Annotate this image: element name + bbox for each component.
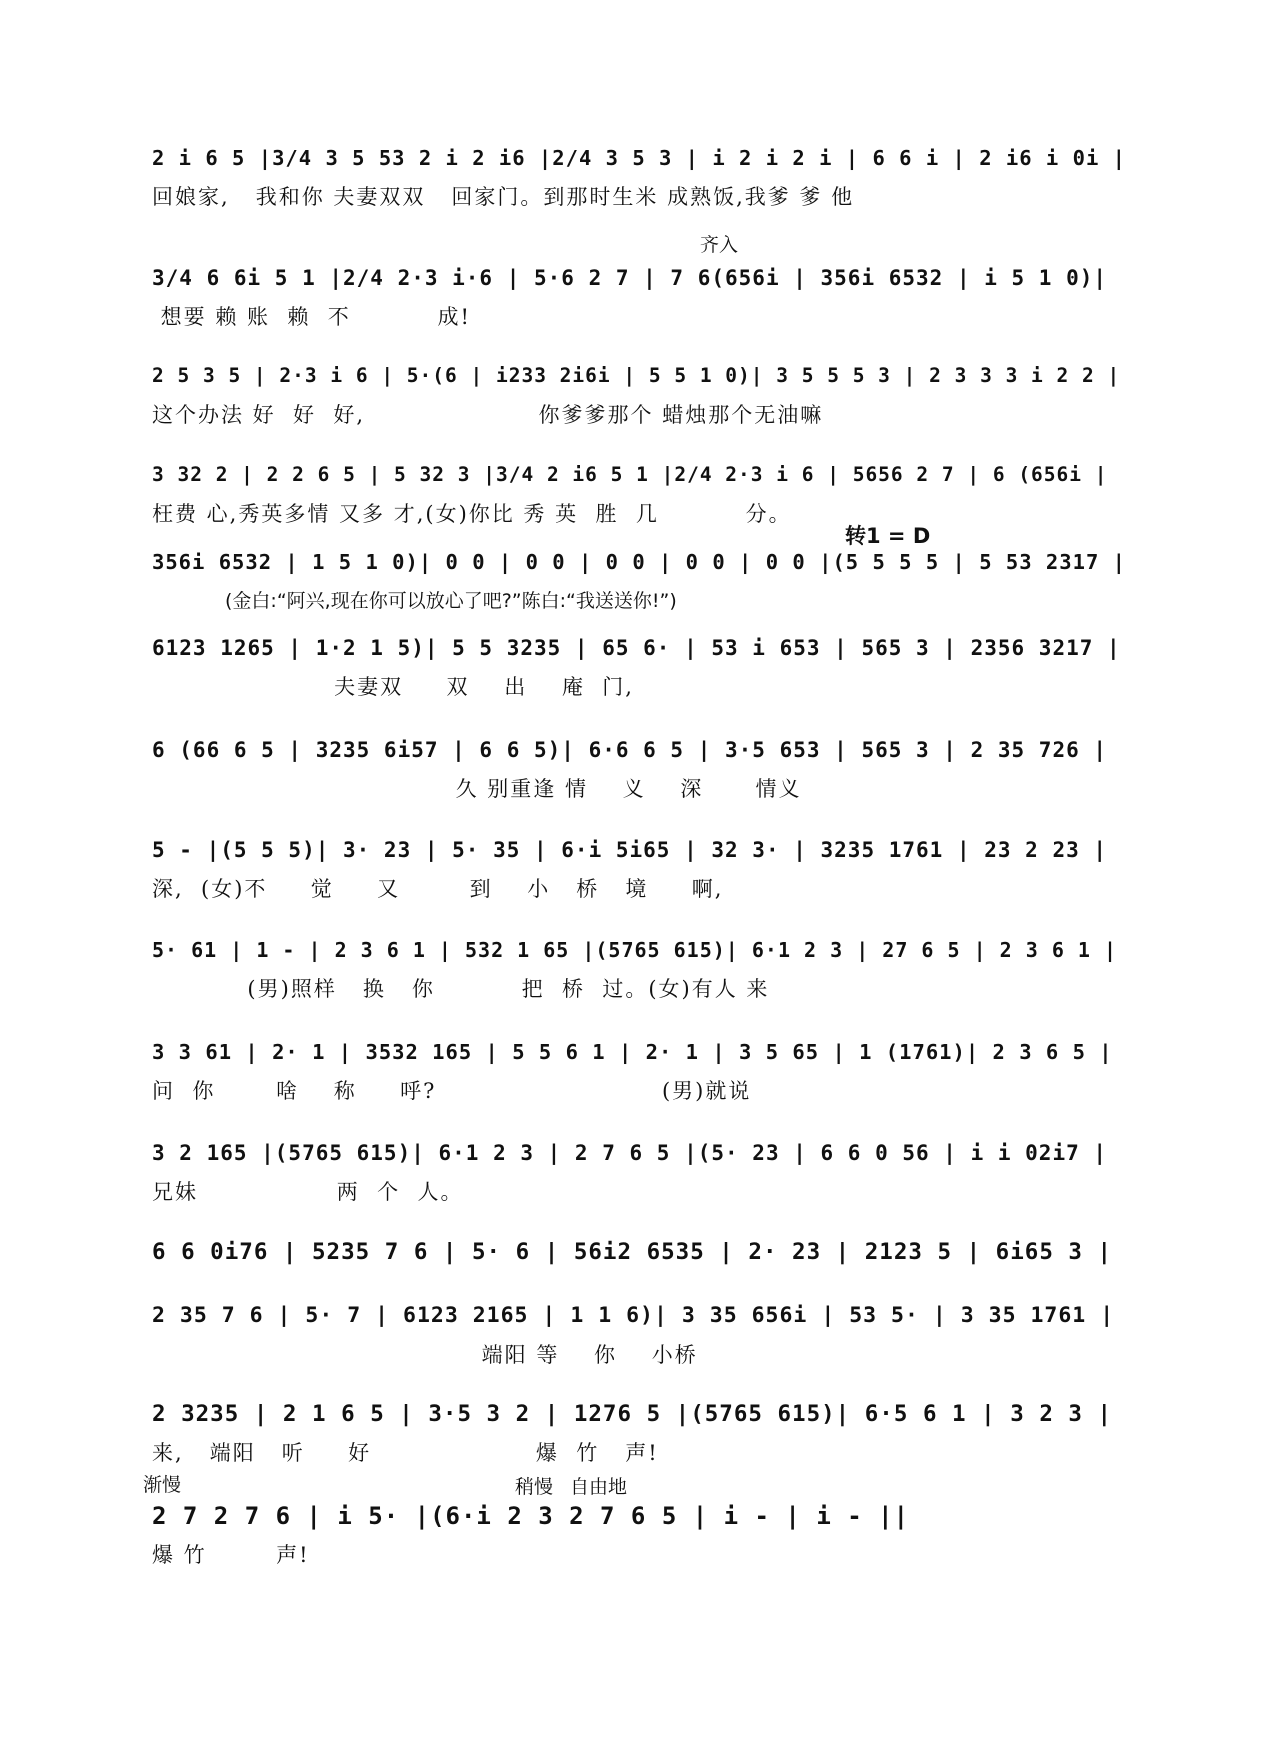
notes-line: 5· 61 | 1 - | 2 3 6 1 | 532 1 65 |(5765 615)| 6·1 2 3 | 27 6 5 | 2 3 6 1 | xyxy=(152,938,1118,962)
notes-line: 2 5 3 5 | 2·3 i 6 | 5·(6 | i233 2i6i | 5 5 1 0)| 3 5 5 5 3 | 2 3 3 3 i 2 2 | xyxy=(152,364,1121,387)
notes-line: 6 6 0i76 | 5235 7 6 | 5· 6 | 56i2 6535 | 2· 23 | 2123 5 | 6i65 3 | xyxy=(152,1239,1113,1265)
notes-line: 3 3 61 | 2· 1 | 3532 165 | 5 5 6 1 | 2· 1 | 3 5 65 | 1 (1761)| 2 3 6 5 | xyxy=(152,1040,1113,1064)
cue-jianman: 渐慢 xyxy=(143,1474,182,1496)
lyrics-line: 夫妻双 双 出 庵 门, xyxy=(152,675,634,699)
notes-line: 356i 6532 | 1 5 1 0)| 0 0 | 0 0 | 0 0 | 0 0 | 0 0 |(5 5 5 5 | 5 53 2317 | xyxy=(152,550,1126,574)
cue-modulation: 转1 = D xyxy=(845,524,931,548)
notes-line: 6123 1265 | 1·2 1 5)| 5 5 3235 | 65 6· | 53 i 653 | 565 3 | 2356 3217 | xyxy=(152,636,1121,660)
lyrics-line: 兄妹 两 个 人。 xyxy=(152,1180,464,1204)
notes-line: 3 2 165 |(5765 615)| 6·1 2 3 | 2 7 6 5 |(5· 23 | 6 6 0 56 | i i 02i7 | xyxy=(152,1141,1108,1165)
notes-line: 2 i 6 5 |3/4 3 5 53 2 i 2 i6 |2/4 3 5 3 | i 2 i 2 i | 6 6 i | 2 i6 i 0i | xyxy=(152,146,1126,170)
notes-line: 3/4 6 6i 5 1 |2/4 2·3 i·6 | 5·6 2 7 | 7 6(656i | 356i 6532 | i 5 1 0)| xyxy=(152,266,1108,290)
lyrics-line: 这个办法 好 好 好, 你爹爹那个 蜡烛那个无油嘛 xyxy=(152,403,824,427)
notes-line: 6 (66 6 5 | 3235 6i57 | 6 6 5)| 6·6 6 5 | 3·5 653 | 565 3 | 2 35 726 | xyxy=(152,738,1108,762)
lyrics-line: 问 你 啥 称 呼? (男)就说 xyxy=(152,1079,752,1103)
lyrics-line: 爆 竹 声! xyxy=(152,1543,310,1567)
notes-line: 2 35 7 6 | 5· 7 | 6123 2165 | 1 1 6)| 3 35 656i | 53 5· | 3 35 1761 | xyxy=(152,1303,1115,1328)
cue-shaoman: 稍慢 xyxy=(515,1476,554,1498)
cue-qiru: 齐入 xyxy=(700,234,739,256)
lyrics-line: 久 别重逢 情 义 深 情义 xyxy=(152,777,802,801)
lyrics-line: 回娘家, 我和你 夫妻双双 回家门。到那时生米 成熟饭,我爹 爹 他 xyxy=(152,185,855,209)
notes-line: 2 7 2 7 6 | i 5· |(6·i 2 3 2 7 6 5 | i - | i - || xyxy=(152,1502,910,1530)
lyrics-line: (男)照样 换 你 把 桥 过。(女)有人 来 xyxy=(152,977,770,1001)
lyrics-line: 想要 赖 账 赖 不 成! xyxy=(152,305,471,329)
lyrics-line: 枉费 心,秀英多情 又多 才,(女)你比 秀 英 胜 几 分。 xyxy=(152,502,792,526)
lyrics-line: 端阳 等 你 小桥 xyxy=(152,1343,698,1367)
notes-line: 2 3235 | 2 1 6 5 | 3·5 3 2 | 1276 5 |(5765 615)| 6·5 6 1 | 3 2 3 | xyxy=(152,1401,1113,1427)
notes-line: 5 - |(5 5 5)| 3· 23 | 5· 35 | 6·i 5i65 | 32 3· | 3235 1761 | 23 2 23 | xyxy=(152,838,1108,862)
notes-line: 3 32 2 | 2 2 6 5 | 5 32 3 |3/4 2 i6 5 1 |2/4 2·3 i 6 | 5656 2 7 | 6 (656i | xyxy=(152,463,1108,486)
dialogue-note: (金白:“阿兴,现在你可以放心了吧?”陈白:“我送送你!”) xyxy=(225,590,677,612)
lyrics-line: 来, 端阳 听 好 爆 竹 声! xyxy=(152,1441,659,1465)
lyrics-line: 深, (女)不 觉 又 到 小 桥 境 啊, xyxy=(152,877,724,901)
cue-ziyoudi: 自由地 xyxy=(570,1476,628,1498)
